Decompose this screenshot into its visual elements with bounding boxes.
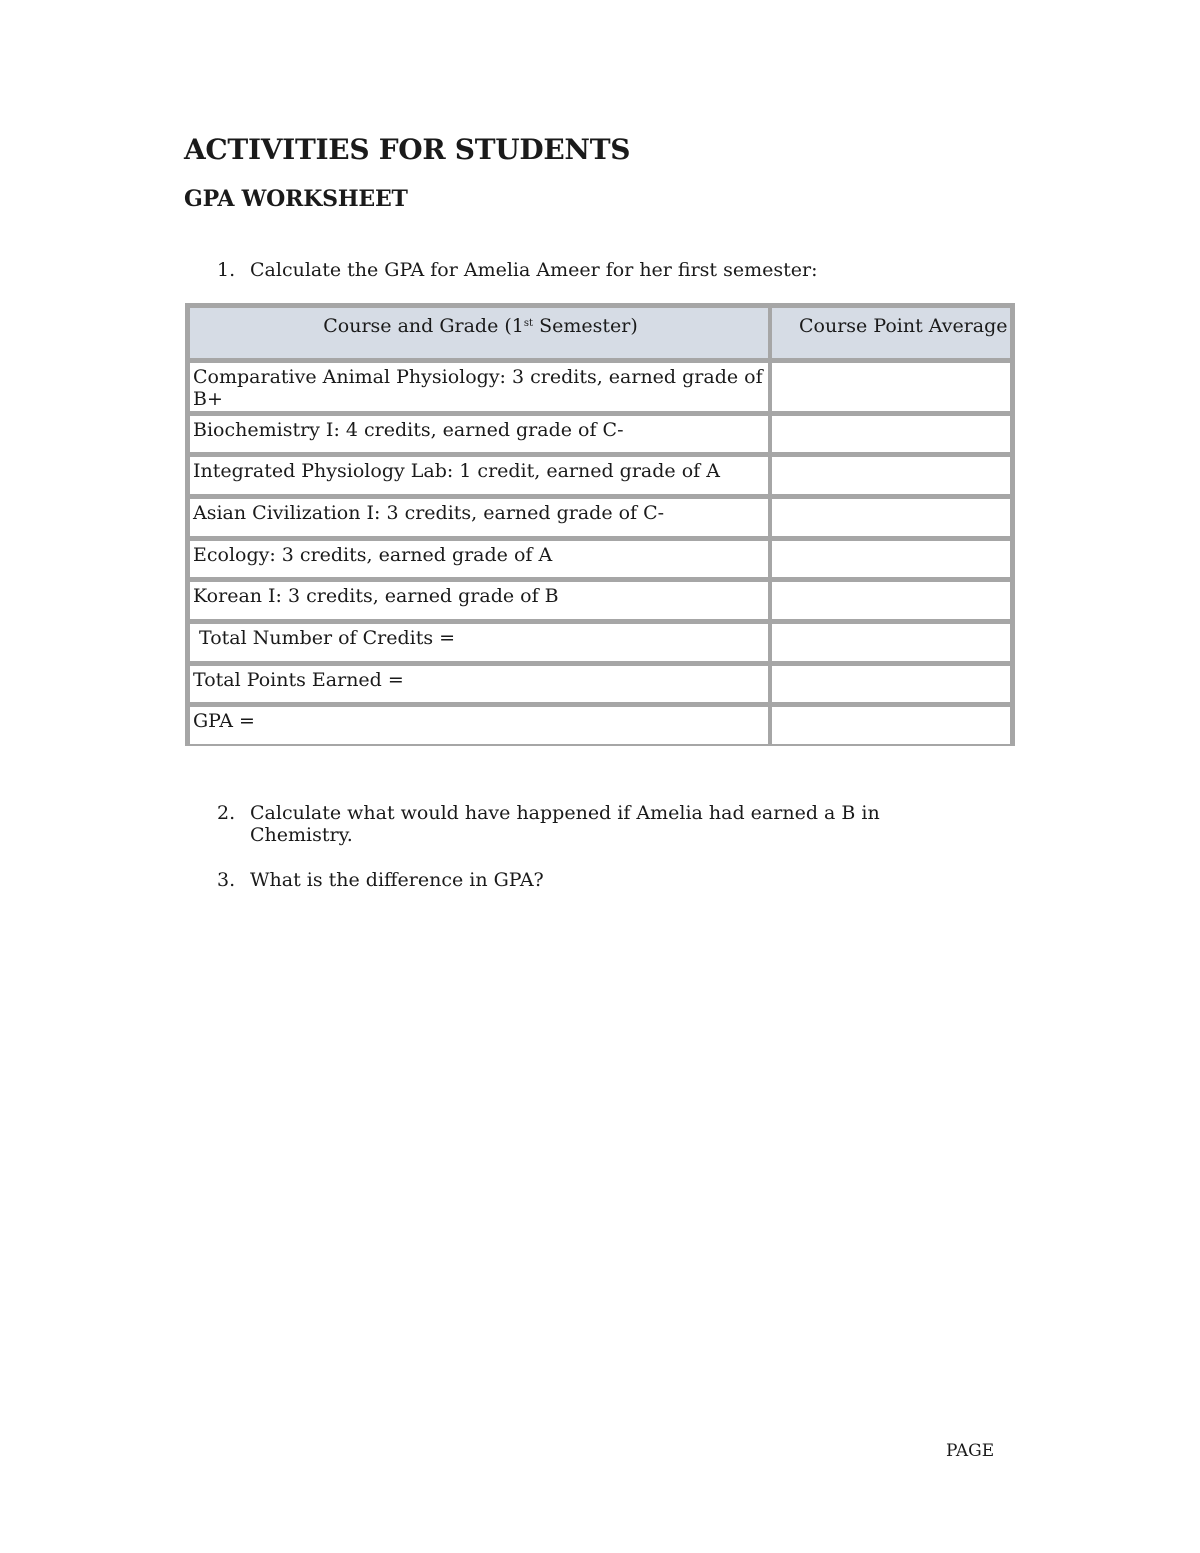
- question-2: [217, 802, 950, 846]
- point-average-cell[interactable]: [772, 363, 1010, 411]
- point-average-cell[interactable]: [772, 457, 1010, 494]
- course-cell: Asian Civilization I: 3 credits, earned grade of C-: [190, 499, 768, 536]
- table-row: [188, 582, 1012, 619]
- header-course-and-grade: Course and Grade (1st Semester): [190, 308, 768, 358]
- course-cell: Comparative Animal Physiology: 3 credits, earned grade of B+: [190, 363, 768, 411]
- question-2-number: 2.: [217, 802, 236, 824]
- total-points-value[interactable]: [772, 666, 1010, 702]
- total-points-label: Total Points Earned =: [190, 666, 768, 702]
- point-average-cell[interactable]: [772, 499, 1010, 536]
- question-3-text: What is the difference in GPA?: [250, 869, 544, 891]
- table-row: [188, 541, 1012, 577]
- question-2-text: Calculate what would have happened if Amelia had earned a B in Chemistry.: [250, 802, 880, 846]
- table-header-row: [188, 308, 1012, 358]
- point-average-cell[interactable]: [772, 582, 1010, 619]
- total-credits-label: Total Number of Credits =: [190, 624, 768, 661]
- course-cell: Ecology: 3 credits, earned grade of A: [190, 541, 768, 577]
- course-cell: Integrated Physiology Lab: 1 credit, earned grade of A: [190, 457, 768, 494]
- question-1-text: Calculate the GPA for Amelia Ameer for her first semester:: [250, 259, 818, 281]
- header-course-point-average: Course Point Average: [772, 308, 1010, 358]
- point-average-cell[interactable]: [772, 416, 1010, 452]
- gpa-value[interactable]: [772, 707, 1010, 744]
- point-average-cell[interactable]: [772, 541, 1010, 577]
- page-footer: PAGE: [946, 1441, 995, 1461]
- total-credits-row: [188, 624, 1012, 661]
- total-points-row: [188, 666, 1012, 702]
- table-row: [188, 457, 1012, 494]
- worksheet-subtitle: GPA WORKSHEET: [184, 186, 408, 212]
- question-1: [217, 259, 950, 281]
- table-row: [188, 363, 1012, 411]
- gpa-label: GPA =: [190, 707, 768, 744]
- table-row: [188, 416, 1012, 452]
- question-1-number: 1.: [217, 259, 236, 281]
- course-cell: Korean I: 3 credits, earned grade of B: [190, 582, 768, 619]
- table-row: [188, 499, 1012, 536]
- gpa-table: [185, 303, 1015, 746]
- course-cell: Biochemistry I: 4 credits, earned grade of C-: [190, 416, 768, 452]
- gpa-row: [188, 707, 1012, 744]
- total-credits-value[interactable]: [772, 624, 1010, 661]
- question-3-number: 3.: [217, 869, 236, 891]
- question-3: [217, 869, 950, 891]
- page-title: ACTIVITIES FOR STUDENTS: [184, 133, 631, 166]
